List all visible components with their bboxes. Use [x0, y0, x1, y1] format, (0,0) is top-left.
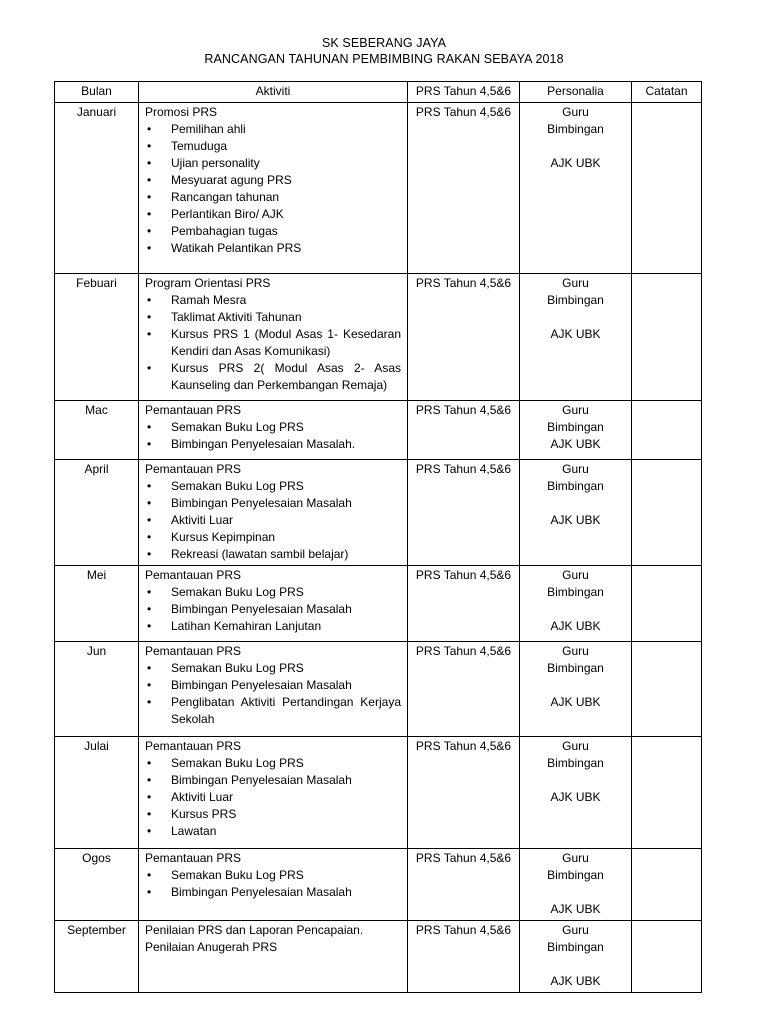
table-row [55, 460, 702, 566]
activity-title: Pemantauan PRS [145, 644, 242, 658]
table-row [55, 642, 702, 737]
plan-title: RANCANGAN TAHUNAN PEMBIMBING RAKAN SEBAYA 2018 [204, 52, 564, 66]
list-item: • Kursus Kepimpinan [145, 529, 401, 546]
table-row [55, 103, 702, 274]
activity-title: Pemantauan PRS [145, 739, 242, 753]
list-item: • Aktiviti Luar [145, 789, 401, 806]
spacer [526, 772, 625, 789]
list-item: • Penglibatan Aktiviti Pertandingan Kerjaya Sekolah [145, 694, 401, 728]
personnel-line: Bimbingan [547, 293, 604, 307]
personnel-line: Bimbingan [547, 661, 604, 675]
participants-cell: PRS Tahun 4,5&6 [408, 642, 520, 737]
column-header-catatan: Catatan [632, 82, 702, 103]
month-cell: Januari [55, 103, 139, 274]
list-item: • Mesyuarat agung PRS [145, 172, 401, 189]
personnel-line: AJK UBK [550, 974, 601, 988]
personnel-line: Guru [562, 403, 589, 417]
activity-title: Pemantauan PRS [145, 462, 242, 476]
activity-title-secondary: Penilaian Anugerah PRS [145, 940, 278, 954]
list-item: • Bimbingan Penyelesaian Masalah [145, 884, 401, 901]
list-item: • Bimbingan Penyelesaian Masalah [145, 495, 401, 512]
personnel-line: Guru [562, 568, 589, 582]
table-header-row [55, 82, 702, 103]
notes-cell [632, 849, 702, 921]
participants-cell: PRS Tahun 4,5&6 [408, 566, 520, 642]
activity-list [145, 121, 401, 257]
activity-title: Promosi PRS [145, 105, 218, 119]
personnel-line: AJK UBK [550, 327, 601, 341]
personnel-cell [520, 103, 632, 274]
personnel-line: AJK UBK [550, 156, 601, 170]
notes-cell [632, 921, 702, 993]
activity-list [145, 755, 401, 840]
activity-title: Program Orientasi PRS [145, 276, 271, 290]
activity-list [145, 867, 401, 901]
personnel-line: Guru [562, 276, 589, 290]
column-header-prs: PRS Tahun 4,5&6 [408, 82, 520, 103]
personnel-line: AJK UBK [550, 513, 601, 527]
month-cell: Mac [55, 401, 139, 460]
list-item: • Bimbingan Penyelesaian Masalah [145, 601, 401, 618]
personnel-line: Bimbingan [547, 479, 604, 493]
column-header-personalia: Personalia [520, 82, 632, 103]
notes-cell [632, 460, 702, 566]
personnel-cell [520, 849, 632, 921]
list-item: • Rancangan tahunan [145, 189, 401, 206]
list-item: • Semakan Buku Log PRS [145, 755, 401, 772]
personnel-line: Bimbingan [547, 122, 604, 136]
list-item: • Perlantikan Biro/ AJK [145, 206, 401, 223]
month-cell: Jun [55, 642, 139, 737]
table-row [55, 921, 702, 993]
personnel-cell [520, 460, 632, 566]
personnel-line: Bimbingan [547, 585, 604, 599]
participants-cell: PRS Tahun 4,5&6 [408, 737, 520, 849]
spacer [526, 884, 625, 901]
spacer [526, 309, 625, 326]
personnel-cell [520, 642, 632, 737]
list-item: • Ujian personality [145, 155, 401, 172]
table-row [55, 737, 702, 849]
participants-cell: PRS Tahun 4,5&6 [408, 103, 520, 274]
participants-cell: PRS Tahun 4,5&6 [408, 401, 520, 460]
list-item: • Temuduga [145, 138, 401, 155]
list-item: • Semakan Buku Log PRS [145, 660, 401, 677]
month-cell: Julai [55, 737, 139, 849]
personnel-cell [520, 274, 632, 401]
list-item: • Kursus PRS [145, 806, 401, 823]
month-cell: Mei [55, 566, 139, 642]
activity-cell [139, 849, 408, 921]
participants-cell: PRS Tahun 4,5&6 [408, 921, 520, 993]
list-item: • Taklimat Aktiviti Tahunan [145, 309, 401, 326]
spacer [526, 138, 625, 155]
activity-title: Pemantauan PRS [145, 568, 242, 582]
participants-cell: PRS Tahun 4,5&6 [408, 460, 520, 566]
personnel-cell [520, 737, 632, 849]
activity-cell [139, 401, 408, 460]
list-item: • Rekreasi (lawatan sambil belajar) [145, 546, 401, 563]
personnel-line: Guru [562, 851, 589, 865]
activity-cell [139, 737, 408, 849]
activity-list [145, 292, 401, 394]
notes-cell [632, 737, 702, 849]
list-item: • Kursus PRS 1 (Modul Asas 1- Kesedaran Kendiri dan Asas Komunikasi) [145, 326, 401, 360]
personnel-cell [520, 921, 632, 993]
list-item: • Lawatan [145, 823, 401, 840]
month-cell: Ogos [55, 849, 139, 921]
activity-list [145, 419, 401, 453]
month-cell: Febuari [55, 274, 139, 401]
notes-cell [632, 274, 702, 401]
personnel-cell [520, 566, 632, 642]
personnel-line: AJK UBK [550, 695, 601, 709]
personnel-cell [520, 401, 632, 460]
activity-list [145, 584, 401, 635]
activity-list [145, 478, 401, 563]
personnel-line: Guru [562, 644, 589, 658]
personnel-line: Guru [562, 462, 589, 476]
spacer [526, 495, 625, 512]
personnel-line: Bimbingan [547, 756, 604, 770]
month-cell: April [55, 460, 139, 566]
personnel-line: AJK UBK [550, 437, 601, 451]
personnel-line: AJK UBK [550, 902, 601, 916]
spacer [526, 601, 625, 618]
list-item: • Latihan Kemahiran Lanjutan [145, 618, 401, 635]
notes-cell [632, 401, 702, 460]
list-item: • Kursus PRS 2( Modul Asas 2- Asas Kaunseling dan Perkembangan Remaja) [145, 360, 401, 394]
activity-cell [139, 103, 408, 274]
column-header-bulan: Bulan [55, 82, 139, 103]
activity-cell [139, 921, 408, 993]
activity-cell [139, 274, 408, 401]
personnel-line: Bimbingan [547, 940, 604, 954]
list-item: • Watikah Pelantikan PRS [145, 240, 401, 257]
notes-cell [632, 642, 702, 737]
notes-cell [632, 566, 702, 642]
column-header-aktiviti: Aktiviti [139, 82, 408, 103]
activity-title: Penilaian PRS dan Laporan Pencapaian. [145, 923, 364, 937]
list-item: • Aktiviti Luar [145, 512, 401, 529]
school-name: SK SEBERANG JAYA [321, 36, 447, 50]
list-item: • Pembahagian tugas [145, 223, 401, 240]
list-item: • Semakan Buku Log PRS [145, 584, 401, 601]
personnel-line: AJK UBK [550, 790, 601, 804]
list-item: • Bimbingan Penyelesaian Masalah [145, 677, 401, 694]
activity-list [145, 660, 401, 728]
personnel-line: AJK UBK [550, 619, 601, 633]
list-item: • Semakan Buku Log PRS [145, 419, 401, 436]
annual-plan-table [54, 81, 702, 993]
personnel-line: Bimbingan [547, 420, 604, 434]
spacer [526, 956, 625, 973]
activity-cell [139, 460, 408, 566]
month-cell: September [55, 921, 139, 993]
table-row [55, 401, 702, 460]
participants-cell: PRS Tahun 4,5&6 [408, 849, 520, 921]
table-row [55, 849, 702, 921]
list-item: • Ramah Mesra [145, 292, 401, 309]
list-item: • Semakan Buku Log PRS [145, 867, 401, 884]
activity-title: Pemantauan PRS [145, 403, 242, 417]
participants-cell: PRS Tahun 4,5&6 [408, 274, 520, 401]
personnel-line: Guru [562, 105, 589, 119]
personnel-line: Guru [562, 739, 589, 753]
activity-cell [139, 566, 408, 642]
list-item: • Pemilihan ahli [145, 121, 401, 138]
activity-cell [139, 642, 408, 737]
list-item: • Semakan Buku Log PRS [145, 478, 401, 495]
notes-cell [632, 103, 702, 274]
list-item: • Bimbingan Penyelesaian Masalah. [145, 436, 401, 453]
spacer [526, 677, 625, 694]
activity-title: Pemantauan PRS [145, 851, 242, 865]
table-row [55, 274, 702, 401]
personnel-line: Bimbingan [547, 868, 604, 882]
personnel-line: Guru [562, 923, 589, 937]
table-row [55, 566, 702, 642]
list-item: • Bimbingan Penyelesaian Masalah [145, 772, 401, 789]
